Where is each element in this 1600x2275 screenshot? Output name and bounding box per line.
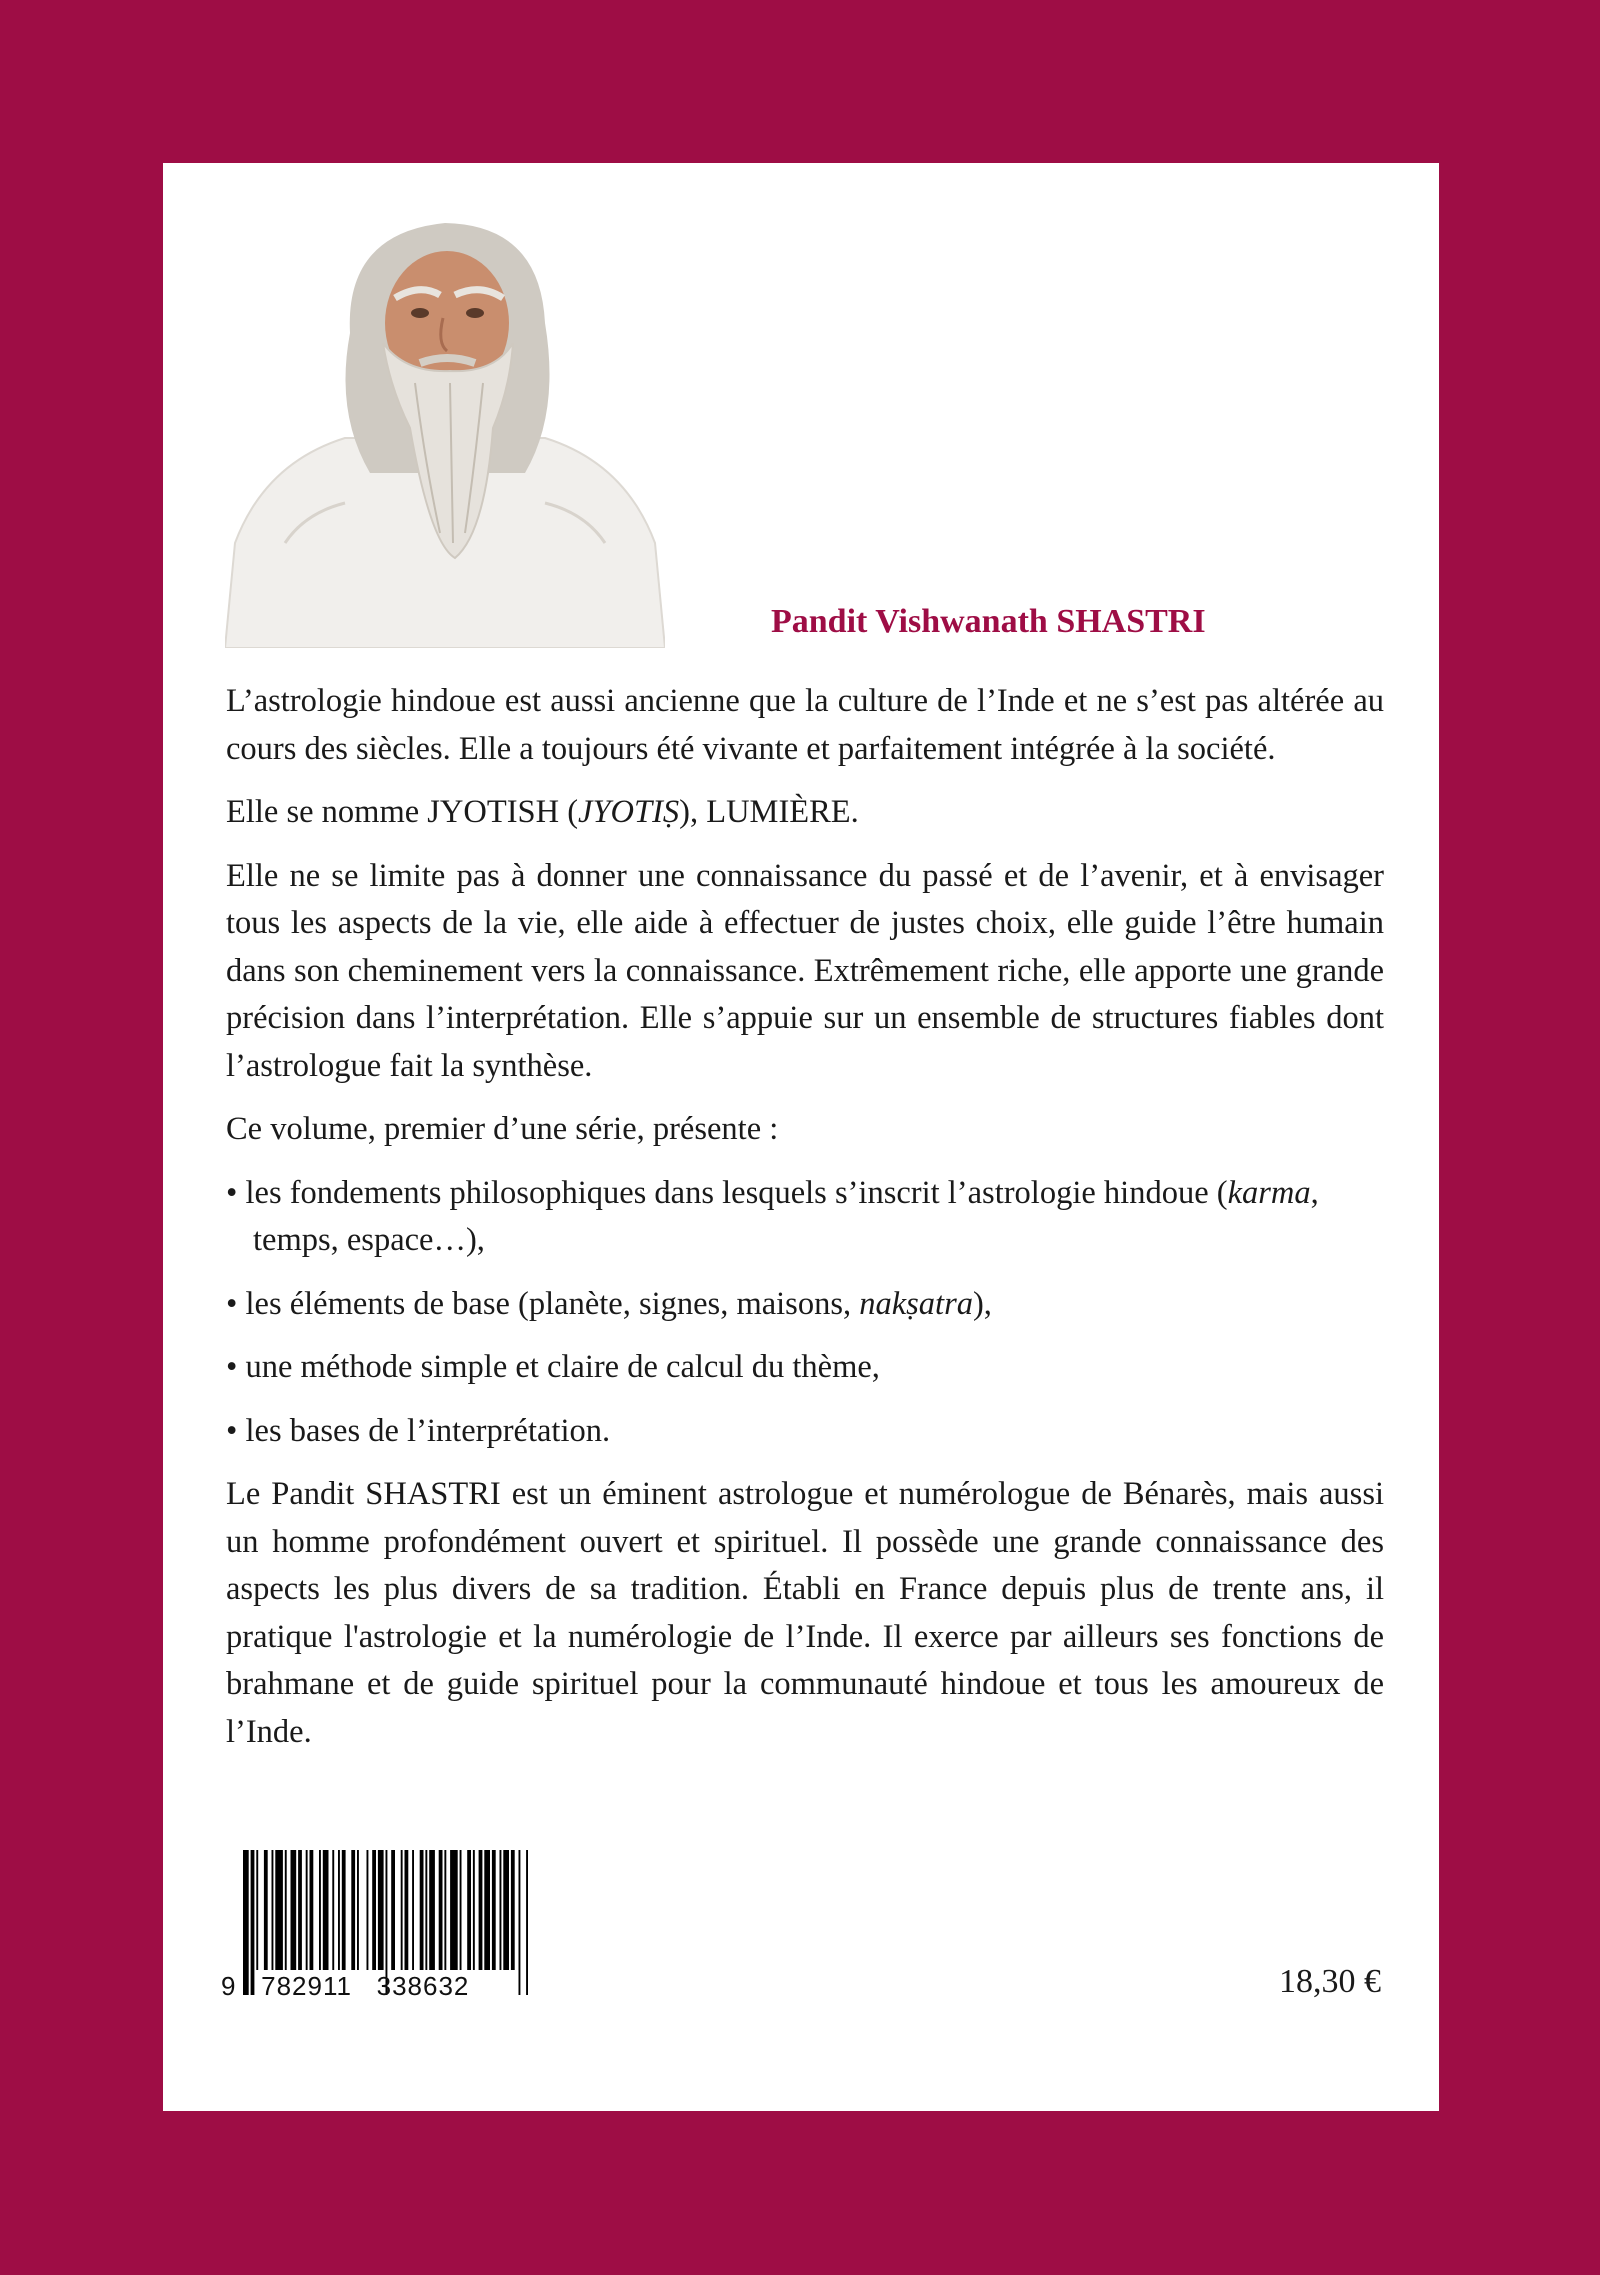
author-bio-paragraph: Le Pandit SHASTRI est un éminent astrologue et numérologue de Bénarès, mais aussi un homme profondément ouvert et spirituel. Il possède une grande connaissance des aspects les plus divers de sa tradition. Établi en France depuis plus de trente ans, il pratique l'astrologie et la numérologie de l’Inde. Il exerce par ailleurs ses fonctions de brahmane et de guide spirituel pour la communauté hindoue et tous les amoureux de l’Inde. bbox=[226, 1476, 1384, 1750]
barcode-bar bbox=[378, 1850, 384, 1970]
barcode-bar bbox=[323, 1850, 329, 1970]
author-name: Pandit Vishwanath SHASTRI bbox=[771, 603, 1206, 640]
barcode-bar bbox=[332, 1850, 334, 1970]
barcode-bar bbox=[511, 1850, 515, 1970]
barcode-bar bbox=[298, 1850, 302, 1970]
isbn-digits: 9 782911 338632 bbox=[221, 1971, 470, 2001]
barcode-bar bbox=[425, 1850, 427, 1970]
barcode-bar bbox=[444, 1850, 446, 1970]
barcode-bar bbox=[460, 1850, 462, 1970]
barcode-bar bbox=[500, 1850, 502, 1970]
barcode-bar bbox=[275, 1850, 283, 1970]
barcode-bar bbox=[450, 1850, 458, 1970]
intro-paragraph: L’astrologie hindoue est aussi ancienne que la culture de l’Inde et ne s’est pas altérée au cours des siècles. Elle a toujours été vivante et parfaitement intégrée à la société. bbox=[226, 683, 1384, 767]
barcode-bar bbox=[401, 1850, 403, 1970]
barcode-bar bbox=[256, 1850, 258, 1970]
barcode-bar bbox=[420, 1850, 424, 1970]
bullet-item: • une méthode simple et claire de calcul du thème, bbox=[226, 1349, 880, 1385]
barcode-bar bbox=[492, 1850, 496, 1970]
barcode-bar bbox=[405, 1850, 409, 1970]
barcode-bar bbox=[391, 1850, 395, 1970]
barcode-bar bbox=[351, 1850, 355, 1970]
barcode-bar bbox=[372, 1850, 376, 1970]
barcode-bar bbox=[439, 1850, 443, 1970]
volume-intro: Ce volume, premier d’une série, présente : bbox=[226, 1111, 779, 1147]
barcode-bar bbox=[473, 1850, 475, 1970]
author-portrait bbox=[225, 213, 665, 648]
barcode-bar bbox=[338, 1850, 340, 1970]
barcode-bar bbox=[306, 1850, 308, 1970]
barcode-bar bbox=[412, 1850, 414, 1970]
barcode-bar bbox=[479, 1850, 483, 1970]
barcode-bar bbox=[272, 1850, 274, 1970]
barcode-bar bbox=[429, 1850, 435, 1970]
price-label: 18,30 € bbox=[1279, 1963, 1381, 2000]
barcode-bar bbox=[285, 1850, 287, 1970]
bullet-item: • les fondements philosophiques dans lesquels s’inscrit l’astrologie hindoue (karma, temps, espace…), bbox=[226, 1174, 1319, 1258]
description-text bbox=[226, 678, 1384, 1772]
barcode-bar bbox=[357, 1850, 359, 1970]
barcode-bar bbox=[264, 1850, 268, 1970]
barcode-bar bbox=[467, 1850, 471, 1970]
barcode-bar bbox=[503, 1850, 509, 1970]
barcode-bar bbox=[342, 1850, 346, 1970]
barcode-bar bbox=[291, 1850, 297, 1970]
jyotish-paragraph: Elle se nomme JYOTISH (JYOTIṢ), LUMIÈRE. bbox=[226, 794, 859, 830]
barcode-bar bbox=[484, 1850, 490, 1970]
back-cover-panel bbox=[163, 163, 1439, 2111]
barcode-bar bbox=[319, 1850, 321, 1970]
bullet-item: • les bases de l’interprétation. bbox=[226, 1412, 611, 1449]
barcode-bar bbox=[310, 1850, 314, 1970]
bullet-item: • les éléments de base (planète, signes, maisons, nakṣatra), bbox=[226, 1285, 992, 1322]
barcode-bar bbox=[367, 1850, 369, 1970]
description-paragraph: Elle ne se limite pas à donner une connaissance du passé et de l’avenir, et à envisager tous les aspects de la vie, elle aide à effectuer de justes choix, elle guide l’être humain dans son cheminement vers la connaissance. Extrêmement riche, elle apporte une grande précision dans l’interprétation. Elle s’appuie sur un ensemble de structures fiables dont l’astrologue fait la synthèse. bbox=[226, 857, 1384, 1084]
